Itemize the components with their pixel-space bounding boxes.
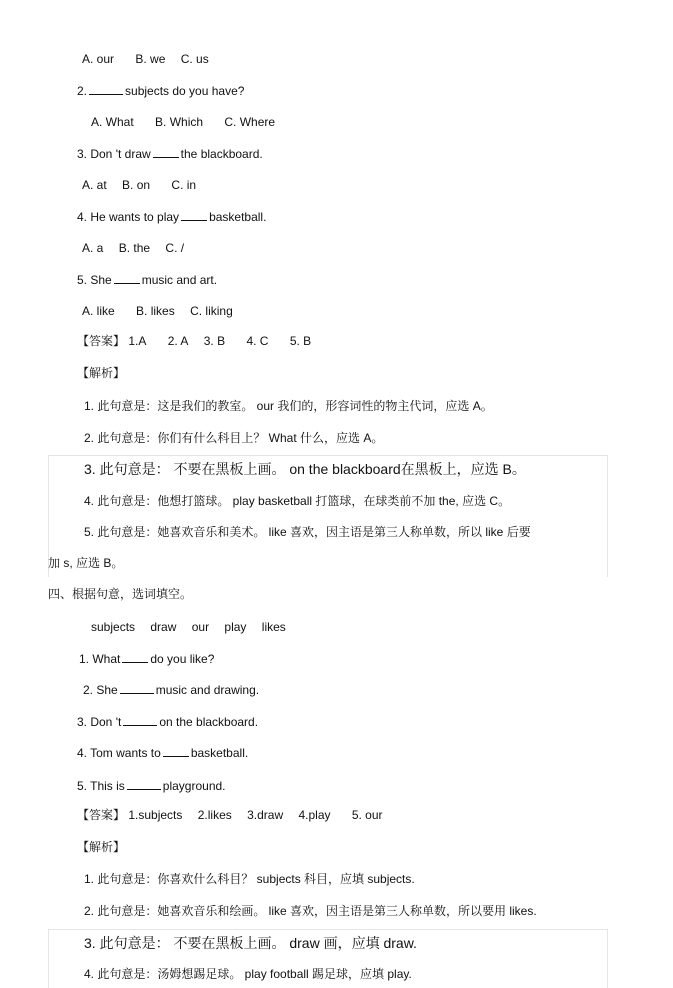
question-1-options: [82, 51, 209, 67]
analysis-line: 1. 此句意是：这是我们的教室。 our 我们的，形容词性的物主代词，应选 A。: [84, 399, 493, 413]
answer-key: 【答案】 1.subjects 2.likes 3.draw 4.play 5. our: [77, 808, 383, 822]
answer-blank: [181, 209, 207, 221]
analysis-line: 5. 此句意是：她喜欢音乐和美术。 like 喜欢，因主语是第三人称单数，所以 like 后要: [84, 525, 531, 539]
analysis-line: 3. 此句意是： 不要在黑板上画。 draw 画，应填 draw.: [84, 935, 417, 951]
question-5-options: A. like B. likes C. liking: [82, 304, 233, 318]
answer-blank: [120, 682, 154, 694]
divider: [48, 929, 608, 930]
analysis-line: 4. 此句意是：他想打篮球。 play basketball 打篮球，在球类前不加 the, 应选 C。: [84, 494, 511, 508]
divider: [48, 929, 49, 988]
divider: [607, 929, 608, 988]
analysis-line: 2. 此句意是：她喜欢音乐和绘画。 like 喜欢，因主语是第三人称单数，所以要用 likes.: [84, 904, 537, 918]
answer-label: 【答案】: [77, 808, 126, 822]
question-3: 3. Don 't on the blackboard.: [77, 715, 259, 729]
question-5: 5. She music and art.: [77, 273, 218, 287]
analysis-line: 2. 此句意是：你们有什么科目上？ What 什么，应选 A。: [84, 431, 384, 445]
answer-blank: [114, 272, 140, 284]
analysis-line: 加 s, 应选 B。: [48, 556, 124, 570]
analysis-line: 3. 此句意是： 不要在黑板上画。 on the blackboard在黑板上，应选 B。: [84, 461, 526, 477]
question-4-options: A. a B. the C. /: [82, 241, 185, 255]
analysis-line: 1. 此句意是：你喜欢什么科目？ subjects 科目，应填 subjects.: [84, 872, 415, 886]
question-3: 3. Don 't draw the blackboard.: [77, 147, 263, 161]
question-2-options: A. What B. Which C. Where: [91, 115, 276, 129]
option: C. us: [180, 52, 209, 66]
answer-blank: [163, 745, 189, 757]
divider: [48, 455, 608, 456]
answer-blank: [153, 146, 179, 158]
answer-blank: [89, 83, 123, 95]
answer-key: 【答案】 1.A 2. A 3. B 4. C 5. B: [77, 334, 312, 348]
analysis-label: 【解析】: [77, 366, 126, 380]
question-4: 4. Tom wants to basketball.: [77, 746, 249, 760]
analysis-line: 4. 此句意是：汤姆想踢足球。 play football 踢足球，应填 play.: [84, 967, 412, 981]
question-2: 2. She music and drawing.: [83, 683, 260, 697]
divider: [607, 455, 608, 577]
question-2: 2. subjects do you have?: [77, 84, 245, 98]
analysis-label: 【解析】: [77, 840, 126, 854]
word-bank: subjects draw our play likes: [91, 620, 286, 634]
answer-blank: [122, 651, 148, 663]
answer-label: 【答案】: [77, 334, 126, 348]
option: A. our: [82, 52, 115, 66]
answer-blank: [127, 778, 161, 790]
question-1: 1. What do you like?: [79, 652, 215, 666]
option: B. we: [135, 52, 166, 66]
section-heading: 四、根据句意，选词填空。: [48, 587, 193, 601]
question-3-options: A. at B. on C. in: [82, 178, 197, 192]
question-5: 5. This is playground.: [77, 779, 226, 793]
answer-blank: [123, 714, 157, 726]
question-4: 4. He wants to play basketball.: [77, 210, 267, 224]
